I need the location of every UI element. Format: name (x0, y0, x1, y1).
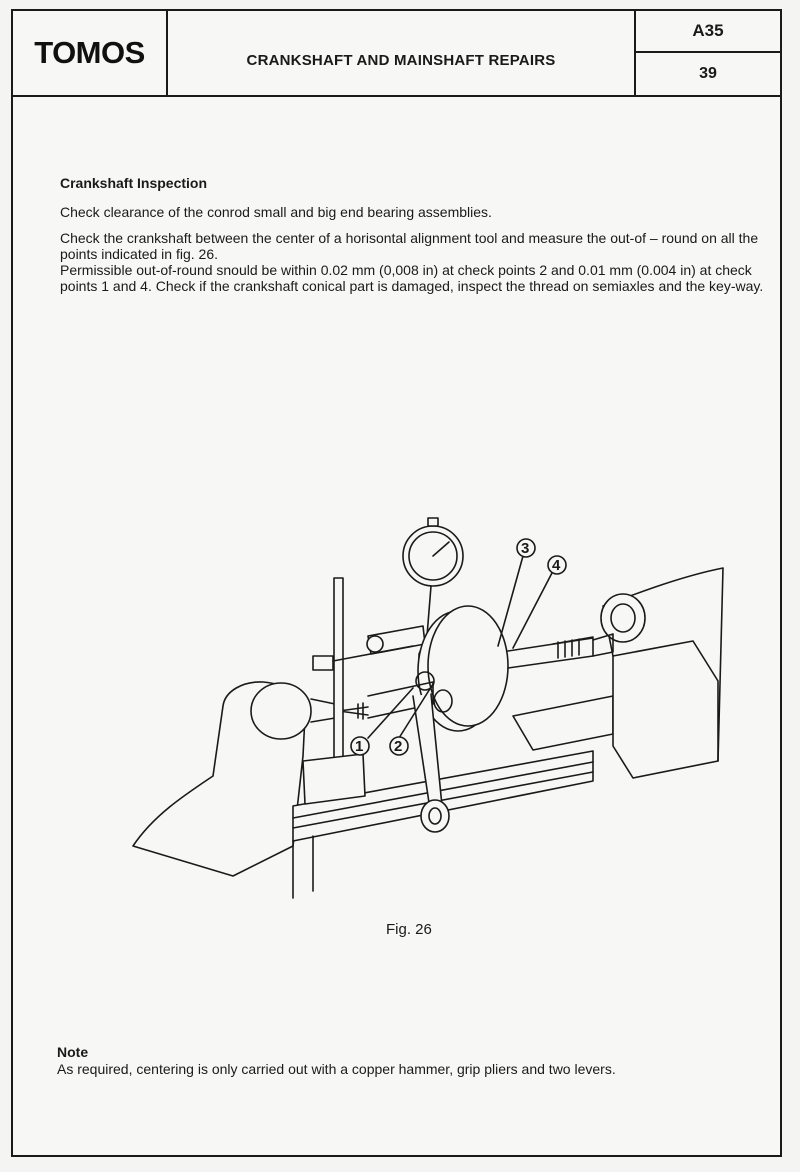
section-code: A35 (636, 11, 780, 53)
logo-cell (13, 11, 168, 95)
callout-3: 3 (521, 540, 530, 557)
title-cell (168, 11, 636, 95)
figure-illustration (113, 506, 753, 906)
brand-logo: TOMOS (34, 35, 145, 70)
callout-4: 4 (552, 557, 561, 574)
paragraph-tolerance: Permissible out-of-round snould be within 0.02 mm (0,008 in) at check points 2 and 0.01 mm (0.004 in) at check points 1 and 4. Check if the crankshaft conical part is damaged, inspect the thread on semiaxles and the key-way. (60, 262, 764, 294)
main-content (60, 175, 772, 304)
paragraph-clearance: Check clearance of the conrod small and big end bearing assemblies. (60, 204, 492, 220)
callout-1: 1 (355, 738, 364, 755)
crankshaft-alignment-figure (113, 506, 753, 906)
page-title: CRANKSHAFT AND MAINSHAFT REPAIRS (246, 51, 556, 69)
page-header (13, 11, 780, 97)
paragraph-alignment: Check the crankshaft between the center of a horisontal alignment tool and measure the out-of – round on all the points indicated in fig. 26. (60, 230, 759, 262)
note-heading: Note (57, 1044, 89, 1060)
document-page (11, 9, 782, 1157)
page-number: 39 (699, 65, 717, 82)
section-heading: Crankshaft Inspection (60, 175, 208, 191)
callout-2: 2 (394, 738, 403, 755)
note-text: As required, centering is only carried out with a copper hammer, grip pliers and two levers. (57, 1061, 616, 1077)
figure-caption: Fig. 26 (386, 921, 432, 938)
